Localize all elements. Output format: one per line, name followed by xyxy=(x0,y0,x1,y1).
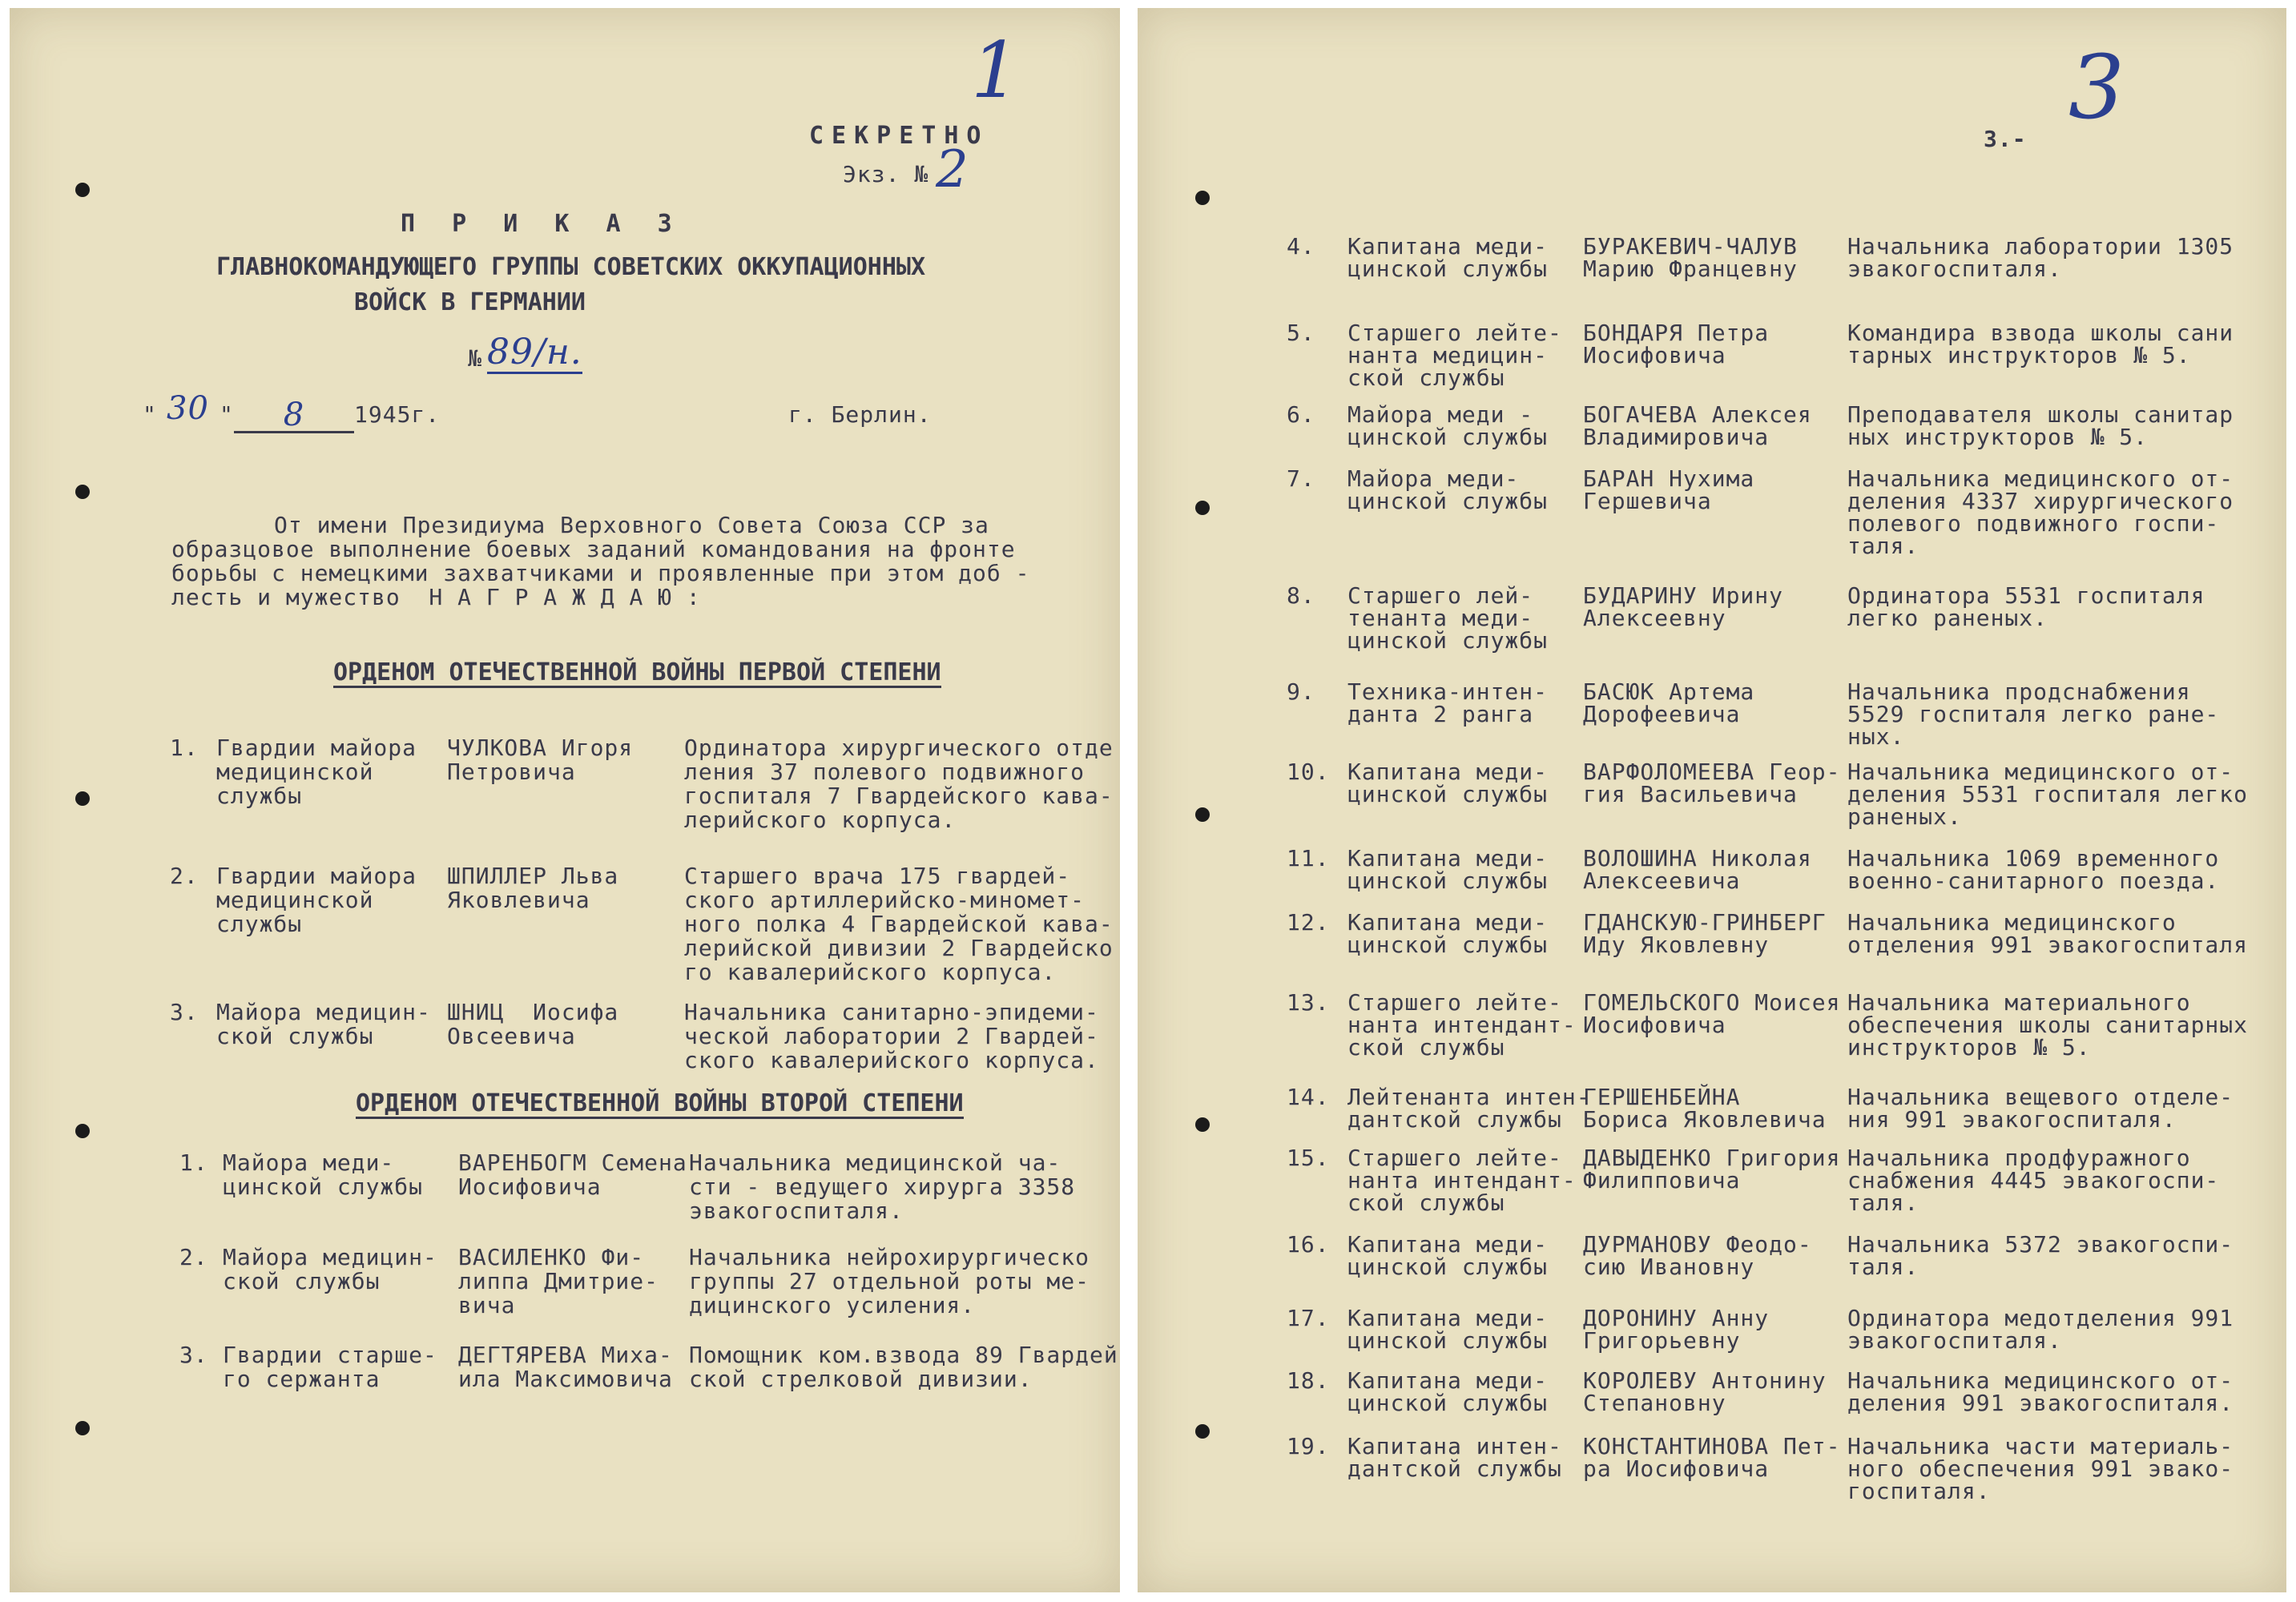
entry-number: 1. xyxy=(179,1149,208,1176)
entry-position-line: дицинского усиления. xyxy=(689,1292,976,1318)
entry-name-line: Иосифовича xyxy=(1583,1012,1726,1038)
punch-hole xyxy=(1195,501,1210,515)
entry-position-line: раненых. xyxy=(1847,803,1962,830)
entry-position-line: ния 991 эвакогоспиталя. xyxy=(1847,1106,2177,1133)
entry-rank-line: Майора меди- xyxy=(223,1149,395,1176)
entry-name-line: сию Ивановну xyxy=(1583,1254,1755,1280)
entry-position-line: Начальника продснабжения xyxy=(1847,678,2191,705)
document-page-1: СЕКРЕТНО Экз. № 2 1 П Р И К А З ГЛАВНОКОМАНДУЮЩЕГО ГРУППЫ СОВЕТСКИХ ОККУПАЦИОННЫХ ВОЙСК В ГЕРМАНИИ № 89/н. " 30 " 8 1945г. г. Берлин. От имени Президиума Верховного Совета Союза ССР за образцовое выполнение боевых заданий командования на фронте борьбы с немецкими захватчиками и проявленные при этом доб - лесть и мужество Н А Г Р А Ж Д А Ю : ОРДЕНОМ ОТЕЧЕСТВЕННОЙ ВОЙНЫ ПЕРВОЙ СТЕПЕНИ 1. Гвардии майора медицинской службы ЧУЛКОВА Игоря Петровича Ординатора хирургического отде ления 37 полевого подвижного госпиталя 7 Гвардейского кава- лерийского корпуса. 2. Гвардии майора медицинской службы ШПИЛЛЕР Льва Яковлевича Старшего врача 175 гвардей- ского артиллерийско-миномет- ного полка 4 Гвардейской кава- лерийской дивизии 2 Гвардейско го кавалерийского корпуса. 3. Майора медицин- ской службы ШНИЦ Иосифа Овсеевича Начальника санитарно-эпидеми- ческой лаборатории 2 Гвардей- ского кавалерийского корпуса. ОРДЕНОМ ОТЕЧЕСТВЕННОЙ ВОЙНЫ ВТОРОЙ СТЕПЕНИ 1. Майора меди- цинской службы ВАРЕНБОГМ Семена Иосифовича Начальника медицинской ча- сти - ведущего хирурга 3358 эвакогоспиталя. 2. Майора медицин- ской службы ВАСИЛЕНКО Фи- липпа Дмитрие- вича Начальника нейрохирургическо группы 27 отдельной роты ме- дицинского усиления. 3. Гвардии старше- го сержанта ДЕГТЯРЕВА Миха- ила Максимовича Помощник ком.взвода 89 Гвардей ской стрелковой дивизии. xyxy=(10,8,1120,1592)
entry-position-line: лерийского корпуса. xyxy=(684,807,957,833)
entry-position-line: Начальника медицинской ча- xyxy=(689,1149,1061,1176)
entry-position-line: ческой лаборатории 2 Гвардей- xyxy=(684,1023,1099,1049)
entry-rank-line: службы xyxy=(216,911,303,937)
entry-position-line: Начальника медицинского от- xyxy=(1847,1367,2234,1394)
entry-rank-line: тенанта меди- xyxy=(1347,605,1534,631)
place: г. Берлин. xyxy=(788,401,932,428)
entry-name-line: Григорьевну xyxy=(1583,1327,1741,1354)
entry-rank-line: медицинской xyxy=(216,759,374,785)
entry-name-line: Гершевича xyxy=(1583,488,1712,514)
entry-name-line: Марию Францевну xyxy=(1583,256,1798,282)
entry-name-line: Филипповича xyxy=(1583,1167,1741,1193)
order-subtitle-line1: ГЛАВНОКОМАНДУЮЩЕГО ГРУППЫ СОВЕТСКИХ ОККУПАЦИОННЫХ xyxy=(216,253,926,281)
entry-name-line: Овсеевича xyxy=(447,1023,576,1049)
entry-rank-line: Капитана меди- xyxy=(1347,233,1549,260)
entry-number: 18. xyxy=(1287,1367,1330,1394)
entry-rank-line: Майора меди- xyxy=(1347,465,1520,492)
entry-position-line: деления 4337 хирургического xyxy=(1847,488,2234,514)
entry-name-line: ВОЛОШИНА Николая xyxy=(1583,845,1812,871)
entry-rank-line: данта 2 ранга xyxy=(1347,701,1534,727)
entry-position-line: Начальника медицинского от- xyxy=(1847,465,2234,492)
entry-rank-line: цинской службы xyxy=(1347,867,1549,894)
entry-name-line: КОНСТАНТИНОВА Пет- xyxy=(1583,1433,1841,1459)
entry-name-line: БОНДАРЯ Петра xyxy=(1583,320,1770,346)
entry-rank-line: ской службы xyxy=(1347,364,1505,391)
entry-number: 16. xyxy=(1287,1231,1330,1258)
entry-rank-line: цинской службы xyxy=(223,1173,424,1200)
entry-position-line: 5529 госпиталя легко ране- xyxy=(1847,701,2220,727)
date-month: 8 xyxy=(283,396,305,433)
punch-hole xyxy=(1195,807,1210,822)
entry-rank-line: цинской службы xyxy=(1347,781,1549,807)
entry-position-line: ления 37 полевого подвижного xyxy=(684,759,1086,785)
entry-position-line: Начальника 5372 эвакогоспи- xyxy=(1847,1231,2234,1258)
order-title: П Р И К А З xyxy=(401,210,683,238)
document-page-3 xyxy=(1138,8,2286,1592)
entry-rank-line: Старшего лей- xyxy=(1347,582,1534,609)
punch-hole xyxy=(75,485,90,499)
entry-name-line: БУРАКЕВИЧ-ЧАЛУВ xyxy=(1583,233,1798,260)
entry-position-line: полевого подвижного госпи- xyxy=(1847,510,2220,537)
entry-rank-line: цинской службы xyxy=(1347,1390,1549,1416)
entry-rank-line: цинской службы xyxy=(1347,424,1549,450)
entry-number: 15. xyxy=(1287,1145,1330,1171)
entry-position-line: военно-санитарного поезда. xyxy=(1847,867,2220,894)
punch-hole xyxy=(1195,191,1210,205)
entry-number: 4. xyxy=(1287,233,1315,260)
date-day: 30 xyxy=(167,390,209,427)
secret-stamp: СЕКРЕТНО xyxy=(809,122,989,150)
entry-rank-line: Майора медицин- xyxy=(216,999,431,1025)
entry-position-line: отделения 991 эвакогоспиталя xyxy=(1847,932,2249,958)
entry-position-line: госпиталя. xyxy=(1847,1478,1991,1504)
entry-rank-line: Капитана меди- xyxy=(1347,909,1549,936)
entry-name-line: ВАРФОЛОМЕЕВА Геор- xyxy=(1583,759,1841,785)
entry-position-line: эвакогоспиталя. xyxy=(1847,256,2062,282)
entry-name-line: ГДАНСКУЮ-ГРИНБЕРГ xyxy=(1583,909,1827,936)
entry-rank-line: цинской службы xyxy=(1347,256,1549,282)
entry-name-line: Иду Яковлевну xyxy=(1583,932,1770,958)
entry-name-line: Петровича xyxy=(447,759,576,785)
copy-label: Экз. № xyxy=(843,161,929,187)
entry-position-line: Начальника медицинского xyxy=(1847,909,2177,936)
entry-name-line: ДАВЫДЕНКО Григория xyxy=(1583,1145,1841,1171)
entry-name-line: ВАСИЛЕНКО Фи- xyxy=(458,1244,645,1270)
entry-name-line: ДОРОНИНУ Анну xyxy=(1583,1305,1770,1331)
entry-name-line: ШПИЛЛЕР Льва xyxy=(447,863,619,889)
entry-rank-line: Капитана меди- xyxy=(1347,1305,1549,1331)
entry-position-line: группы 27 отдельной роты ме- xyxy=(689,1268,1090,1294)
entry-position-line: го кавалерийского корпуса. xyxy=(684,959,1057,985)
entry-number: 14. xyxy=(1287,1084,1330,1110)
entry-rank-line: Техника-интен- xyxy=(1347,678,1549,705)
entry-rank-line: нанта интендант- xyxy=(1347,1012,1577,1038)
entry-rank-line: Гвардии майора xyxy=(216,735,417,761)
date-month-line xyxy=(234,396,354,433)
entry-number: 8. xyxy=(1287,582,1315,609)
entry-name-line: Алексеевну xyxy=(1583,605,1726,631)
entry-position-line: инструкторов № 5. xyxy=(1847,1034,2091,1061)
punch-hole xyxy=(75,183,90,197)
entry-name-line: ила Максимовича xyxy=(458,1366,673,1392)
entry-rank-line: Старшего лейте- xyxy=(1347,989,1562,1016)
entry-rank-line: Капитана меди- xyxy=(1347,759,1549,785)
entry-name-line: БАРАН Нухима xyxy=(1583,465,1755,492)
entry-position-line: Начальника вещевого отделе- xyxy=(1847,1084,2234,1110)
entry-position-line: ных инструкторов № 5. xyxy=(1847,424,2149,450)
entry-name-line: ра Иосифовича xyxy=(1583,1455,1770,1482)
entry-number: 19. xyxy=(1287,1433,1330,1459)
entry-position-line: ского кавалерийского корпуса. xyxy=(684,1047,1099,1073)
entry-rank-line: цинской службы xyxy=(1347,932,1549,958)
entry-name-line: гия Васильевича xyxy=(1583,781,1798,807)
entry-rank-line: ской службы xyxy=(1347,1189,1505,1216)
entry-position-line: эвакогоспиталя. xyxy=(689,1197,904,1224)
punch-hole xyxy=(75,1124,90,1138)
entry-position-line: сти - ведущего хирурга 3358 xyxy=(689,1173,1076,1200)
entry-name-line: ДУРМАНОВУ Феодо- xyxy=(1583,1231,1812,1258)
entry-position-line: Начальника медицинского от- xyxy=(1847,759,2234,785)
entry-rank-line: Майора медицин- xyxy=(223,1244,437,1270)
entry-number: 12. xyxy=(1287,909,1330,936)
date-year: 1945г. xyxy=(354,401,441,428)
entry-name-line: Владимировича xyxy=(1583,424,1770,450)
entry-position-line: Начальника 1069 временного xyxy=(1847,845,2220,871)
entry-position-line: снабжения 4445 эвакогоспи- xyxy=(1847,1167,2220,1193)
section-2-title: ОРДЕНОМ ОТЕЧЕСТВЕННОЙ ВОЙНЫ ВТОРОЙ СТЕПЕНИ xyxy=(356,1089,964,1117)
page-mark: 1 xyxy=(971,26,1021,115)
entry-name-line: ГОМЕЛЬСКОГО Моисея xyxy=(1583,989,1841,1016)
entry-rank-line: цинской службы xyxy=(1347,627,1549,654)
order-number: 89/н. xyxy=(487,332,582,372)
entry-rank-line: медицинской xyxy=(216,887,374,913)
entry-name-line: Дорофеевича xyxy=(1583,701,1741,727)
entry-position-line: Преподавателя школы санитар xyxy=(1847,401,2234,428)
entry-position-line: ского артиллерийско-миномет- xyxy=(684,887,1086,913)
entry-name-line: Иосифовича xyxy=(458,1173,602,1200)
entry-rank-line: Лейтенанта интен- xyxy=(1347,1084,1591,1110)
entry-rank-line: Капитана меди- xyxy=(1347,1231,1549,1258)
entry-number: 7. xyxy=(1287,465,1315,492)
entry-position-line: Начальника материального xyxy=(1847,989,2191,1016)
entry-number: 6. xyxy=(1287,401,1315,428)
entry-rank-line: Майора меди - xyxy=(1347,401,1534,428)
entry-position-line: деления 991 эвакогоспиталя. xyxy=(1847,1390,2234,1416)
entry-position-line: тарных инструкторов № 5. xyxy=(1847,342,2191,368)
page-number: 3.- xyxy=(1984,126,2027,152)
punch-hole xyxy=(1195,1424,1210,1439)
entry-rank-line: ской службы xyxy=(223,1268,381,1294)
entry-name-line: Иосифовича xyxy=(1583,342,1726,368)
entry-name-line: ШНИЦ Иосифа xyxy=(447,999,619,1025)
entry-number: 17. xyxy=(1287,1305,1330,1331)
entry-rank-line: ской службы xyxy=(1347,1034,1505,1061)
entry-rank-line: цинской службы xyxy=(1347,1327,1549,1354)
entry-rank-line: Старшего лейте- xyxy=(1347,1145,1562,1171)
entry-name-line: БАСЮК Артема xyxy=(1583,678,1755,705)
entry-rank-line: цинской службы xyxy=(1347,1254,1549,1280)
entry-number: 10. xyxy=(1287,759,1330,785)
preamble-line: От имени Президиума Верховного Совета Союза ССР за xyxy=(274,512,989,538)
preamble-line: борьбы с немецкими захватчиками и проявленные при этом доб - xyxy=(171,560,1030,586)
entry-position-line: Помощник ком.взвода 89 Гвардей xyxy=(689,1342,1118,1368)
entry-name-line: Яковлевича xyxy=(447,887,590,913)
entry-name-line: Бориса Яковлевича xyxy=(1583,1106,1827,1133)
entry-position-line: ного полка 4 Гвардейской кава- xyxy=(684,911,1114,937)
entry-name-line: ЧУЛКОВА Игоря xyxy=(447,735,634,761)
entry-rank-line: дантской службы xyxy=(1347,1455,1562,1482)
entry-number: 3. xyxy=(179,1342,208,1368)
entry-position-line: Ординатора 5531 госпиталя xyxy=(1847,582,2205,609)
entry-number: 13. xyxy=(1287,989,1330,1016)
punch-hole xyxy=(1195,1117,1210,1132)
entry-rank-line: нанта медицин- xyxy=(1347,342,1549,368)
preamble-line: образцовое выполнение боевых заданий командования на фронте xyxy=(171,536,1016,562)
order-subtitle-line2: ВОЙСК В ГЕРМАНИИ xyxy=(354,288,586,316)
entry-rank-line: Гвардии майора xyxy=(216,863,417,889)
entry-number: 3. xyxy=(170,999,199,1025)
punch-hole xyxy=(75,1421,90,1435)
entry-name-line: липпа Дмитрие- xyxy=(458,1268,659,1294)
entry-position-line: ных. xyxy=(1847,723,1905,750)
entry-number: 9. xyxy=(1287,678,1315,705)
entry-position-line: обеспечения школы санитарных xyxy=(1847,1012,2249,1038)
entry-number: 2. xyxy=(170,863,199,889)
entry-rank-line: Старшего лейте- xyxy=(1347,320,1562,346)
entry-name-line: ГЕРШЕНБЕЙНА xyxy=(1583,1084,1741,1110)
preamble-line: лесть и мужество Н А Г Р А Ж Д А Ю : xyxy=(171,584,701,610)
entry-number: 11. xyxy=(1287,845,1330,871)
entry-number: 1. xyxy=(170,735,199,761)
entry-rank-line: ской службы xyxy=(216,1023,374,1049)
entry-name-line: Степановну xyxy=(1583,1390,1726,1416)
section-1-title: ОРДЕНОМ ОТЕЧЕСТВЕННОЙ ВОЙНЫ ПЕРВОЙ СТЕПЕНИ xyxy=(333,658,941,686)
entry-position-line: деления 5531 госпиталя легко xyxy=(1847,781,2249,807)
entry-position-line: эвакогоспиталя. xyxy=(1847,1327,2062,1354)
entry-position-line: таля. xyxy=(1847,533,1919,559)
entry-position-line: Начальника санитарно-эпидеми- xyxy=(684,999,1099,1025)
entry-rank-line: Гвардии старше- xyxy=(223,1342,437,1368)
entry-position-line: таля. xyxy=(1847,1189,1919,1216)
page-mark: 3 xyxy=(2068,36,2125,139)
entry-position-line: ного обеспечения 991 эвако- xyxy=(1847,1455,2234,1482)
entry-name-line: Алексеевича xyxy=(1583,867,1741,894)
entry-number: 5. xyxy=(1287,320,1315,346)
entry-position-line: ской стрелковой дивизии. xyxy=(689,1366,1033,1392)
entry-position-line: Начальника нейрохирургическо xyxy=(689,1244,1090,1270)
entry-position-line: таля. xyxy=(1847,1254,1919,1280)
entry-rank-line: го сержанта xyxy=(223,1366,381,1392)
entry-rank-line: Капитана меди- xyxy=(1347,1367,1549,1394)
entry-number: 2. xyxy=(179,1244,208,1270)
entry-position-line: Старшего врача 175 гвардей- xyxy=(684,863,1071,889)
entry-name-line: КОРОЛЕВУ Антонину xyxy=(1583,1367,1827,1394)
entry-name-line: БУДАРИНУ Ирину xyxy=(1583,582,1784,609)
entry-position-line: госпиталя 7 Гвардейского кава- xyxy=(684,783,1114,809)
entry-rank-line: цинской службы xyxy=(1347,488,1549,514)
entry-position-line: легко раненых. xyxy=(1847,605,2048,631)
entry-name-line: БОГАЧЕВА Алексея xyxy=(1583,401,1812,428)
copy-number: 2 xyxy=(936,140,969,199)
entry-rank-line: нанта интендант- xyxy=(1347,1167,1577,1193)
entry-position-line: Командира взвода школы сани xyxy=(1847,320,2234,346)
entry-rank-line: службы xyxy=(216,783,303,809)
entry-position-line: Ординатора медотделения 991 xyxy=(1847,1305,2234,1331)
entry-rank-line: Капитана интен- xyxy=(1347,1433,1562,1459)
entry-rank-line: дантской службы xyxy=(1347,1106,1562,1133)
entry-rank-line: Капитана меди- xyxy=(1347,845,1549,871)
entry-position-line: Начальника продфуражного xyxy=(1847,1145,2191,1171)
entry-name-line: ДЕГТЯРЕВА Миха- xyxy=(458,1342,673,1368)
entry-position-line: Начальника части материаль- xyxy=(1847,1433,2234,1459)
entry-position-line: лерийской дивизии 2 Гвардейско xyxy=(684,935,1114,961)
entry-name-line: вича xyxy=(458,1292,516,1318)
entry-name-line: ВАРЕНБОГМ Семена xyxy=(458,1149,687,1176)
punch-hole xyxy=(75,791,90,806)
entry-position-line: Начальника лаборатории 1305 xyxy=(1847,233,2234,260)
order-number-label: № xyxy=(468,345,482,372)
entry-position-line: Ординатора хирургического отде xyxy=(684,735,1114,761)
